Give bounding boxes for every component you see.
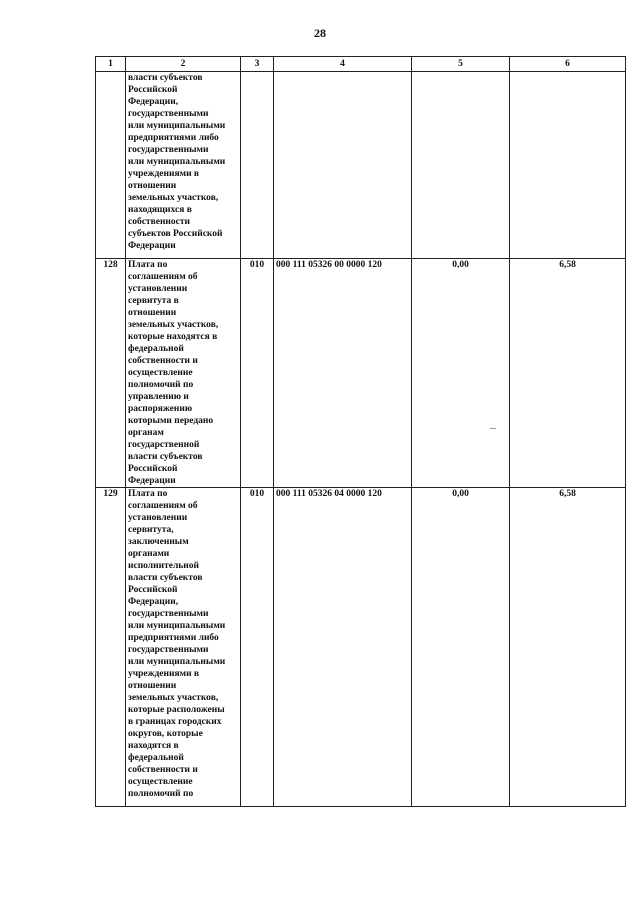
row-kbk: 000 111 05326 04 0000 120 bbox=[274, 488, 412, 807]
row-value-5: 0,00 bbox=[412, 488, 510, 807]
row-number: 129 bbox=[96, 488, 126, 807]
budget-table bbox=[95, 56, 626, 807]
row-code: 010 bbox=[241, 488, 274, 807]
row-code: 010 bbox=[241, 259, 274, 488]
table-row bbox=[96, 72, 626, 259]
row-number: 128 bbox=[96, 259, 126, 488]
row-value-6 bbox=[510, 72, 626, 259]
row-value-6: 6,58 bbox=[510, 488, 626, 807]
scan-mark bbox=[490, 428, 496, 429]
table-row bbox=[96, 488, 626, 807]
table-row bbox=[96, 259, 626, 488]
row-code bbox=[241, 72, 274, 259]
column-header-1: 1 bbox=[96, 57, 126, 72]
column-header-6: 6 bbox=[510, 57, 626, 72]
row-name: власти субъектов Российской Федерации, государственными или муниципальными предприятиями либо государственными или муниципальными учреждениями в отношении земельных участков, находящихся в собственности субъектов Российской Федерации bbox=[126, 72, 241, 259]
row-kbk: 000 111 05326 00 0000 120 bbox=[274, 259, 412, 488]
row-number bbox=[96, 72, 126, 259]
row-value-6: 6,58 bbox=[510, 259, 626, 488]
column-header-3: 3 bbox=[241, 57, 274, 72]
row-value-5: 0,00 bbox=[412, 259, 510, 488]
page-number: 28 bbox=[314, 26, 326, 40]
row-name: Плата по соглашениям об установлении сервитута, заключенным органами исполнительной власти субъектов Российской Федерации, государственными или муниципальными предприятиями либо государственными или муниципальными учреждениями в отношении земельных участков, которые расположены в границах городских округов, которые находятся в федеральной собственности и осуществление полномочий по bbox=[126, 488, 241, 807]
column-header-5: 5 bbox=[412, 57, 510, 72]
row-value-5 bbox=[412, 72, 510, 259]
column-header-2: 2 bbox=[126, 57, 241, 72]
row-name: Плата по соглашениям об установлении сервитута в отношении земельных участков, которые находятся в федеральной собственности и осуществление полномочий по управлению и распоряжению которыми передано органам государственной власти субъектов Российской Федерации bbox=[126, 259, 241, 488]
column-header-4: 4 bbox=[274, 57, 412, 72]
row-kbk bbox=[274, 72, 412, 259]
table-header-row bbox=[96, 57, 626, 72]
